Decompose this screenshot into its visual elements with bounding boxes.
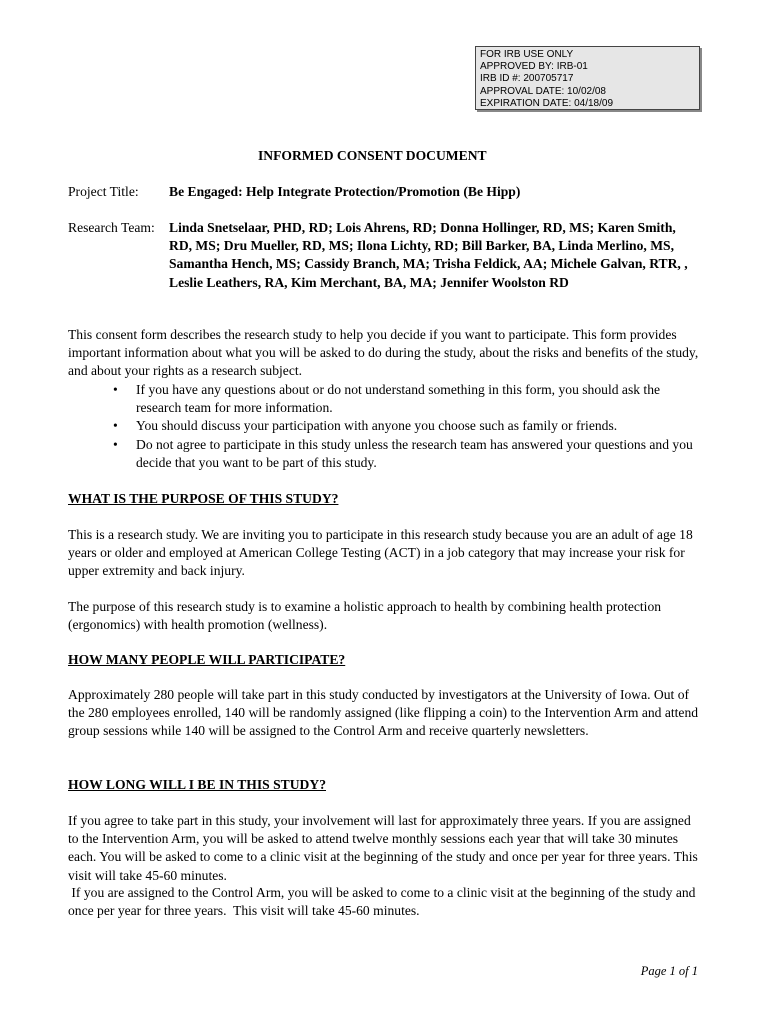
intro-paragraph: This consent form describes the research study to help you decide if you want to participate. This form provides important information about what you will be asked to do during the study, about the risks and benefits of the study, and about your rights as a research subject.	[68, 327, 699, 379]
irb-line-expiration-date: EXPIRATION DATE: 04/18/09	[480, 97, 614, 109]
list-item	[68, 381, 700, 417]
irb-line-approved-by: APPROVED BY: IRB-01	[480, 61, 588, 73]
irb-approval-box	[475, 46, 700, 110]
bullet-text: If you have any questions about or do not understand something in this form, you should ask the research team for more information.	[136, 382, 661, 416]
duration-paragraph-1: If you agree to take part in this study, your involvement will last for approximately three years. If you are assigned to the Intervention Arm, you will be asked to attend twelve monthly sessions each year that will take 30 minutes each. You will be asked to come to a clinic visit at the beginning of the study and once per year for three years. This visit will take 45-60 minutes.	[68, 813, 698, 883]
bullet-text: Do not agree to participate in this study unless the research team has answered your questions and you decide that you want to be part of this study.	[136, 436, 693, 470]
intro-bullet-list	[68, 381, 700, 472]
bullet-text: You should discuss your participation with anyone you choose such as family or friends.	[136, 418, 618, 434]
duration-paragraph-2: If you are assigned to the Control Arm, you will be asked to come to a clinic visit at the beginning of the study and once per year for three years. This visit will take 45-60 minutes.	[68, 885, 699, 919]
bullet-icon: •	[113, 418, 118, 434]
list-item	[68, 417, 700, 435]
purpose-paragraph-1: This is a research study. We are inviting you to participate in this research study because you are an adult of age 18 years or older and employed at American College Testing (ACT) in a job category that may increase your risk for upper extremity and back injury.	[68, 527, 693, 579]
page-number: Page 1 of 1	[640, 964, 698, 978]
bullet-icon: •	[113, 382, 118, 397]
research-team-label: Research Team:	[68, 220, 155, 235]
irb-line-use-only: FOR IRB USE ONLY	[480, 49, 574, 60]
purpose-paragraph-2: The purpose of this research study is to examine a holistic approach to health by combining health protection (ergonomics) with health promotion (wellness).	[68, 599, 662, 633]
participants-paragraph: Approximately 280 people will take part in this study conducted by investigators at the University of Iowa. Out of the 280 employees enrolled, 140 will be randomly assigned (like flipping a coin) to the Intervention Arm and attend group sessions while 140 will be assigned to the Control Arm and receive quarterly newsletters.	[68, 687, 699, 739]
purpose-heading: WHAT IS THE PURPOSE OF THIS STUDY?	[68, 491, 339, 506]
research-team-value: Linda Snetselaar, PHD, RD; Lois Ahrens, RD; Donna Hollinger, RD, MS; Karen Smith, RD, MS; Dru Mueller, RD, MS; Ilona Lichty, RD; Bill Barker, BA, Linda Merlino, MS, Samantha Hench, MS; Cassidy Branch, MA; Trisha Feldick, AA; Michele Galvan, RTR, , Leslie Leathers, RA, Kim Merchant, BA, MA; Jennifer Woolston RD	[169, 220, 688, 290]
duration-heading: HOW LONG WILL I BE IN THIS STUDY?	[68, 777, 326, 792]
project-title-value: Be Engaged: Help Integrate Protection/Promotion (Be Hipp)	[169, 184, 521, 199]
irb-line-approval-date: APPROVAL DATE: 10/02/08	[480, 85, 606, 97]
project-title-label: Project Title:	[68, 184, 139, 199]
participants-heading: HOW MANY PEOPLE WILL PARTICIPATE?	[68, 652, 346, 667]
irb-line-id: IRB ID #: 200705717	[480, 73, 574, 85]
bullet-icon: •	[113, 436, 118, 452]
document-title: INFORMED CONSENT DOCUMENT	[258, 148, 487, 163]
list-item	[68, 436, 700, 472]
